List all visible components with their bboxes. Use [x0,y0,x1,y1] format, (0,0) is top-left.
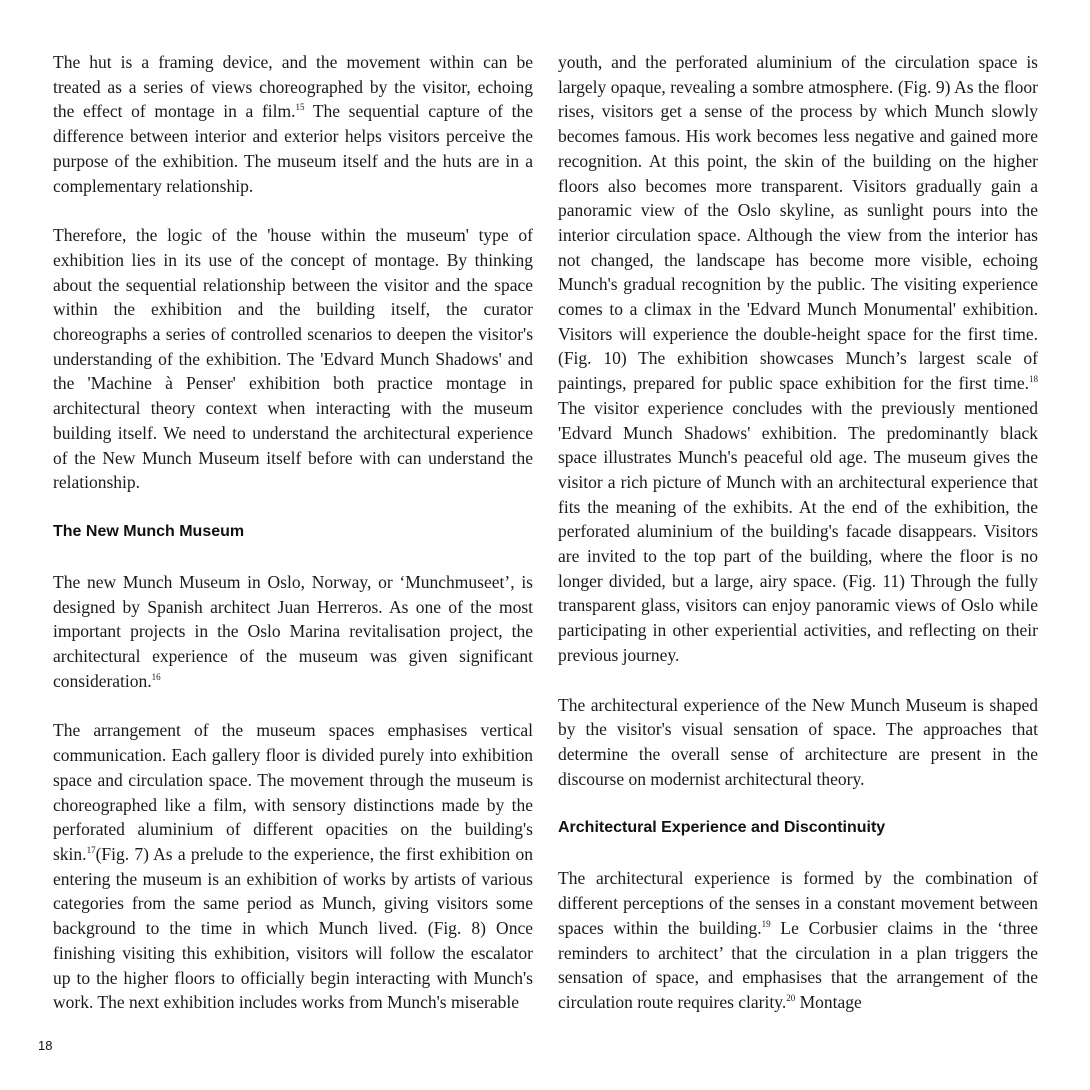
right-column [558,50,1038,1040]
paragraph-text: youth, and the perforated aluminium of the circulation space is largely opaque, revealing a sombre atmosphere. (Fig. 9) As the floor rises, visitors get a sense of the process by which Munch slowly becomes famous. His work becomes less negative and gained more recognition. At this point, the skin of the building on the higher floors also becomes more transparent. Visitors gradually gain a panoramic view of the Oslo skyline, as sunlight pours into the interior circulation space. Although the view from the interior has not changed, the landscape has become more visible, echoing Munch's gradual recognition by the public. The visiting experience comes to a climax in the 'Edvard Munch Monumental' exhibition. Visitors will experience the double-height space for the first time. (Fig. 10) The exhibition showcases Munch’s largest scale of paintings, prepared for public space exhibition for the first time. [558,52,1038,394]
paragraph-text: The architectural experience is formed by the combination of different perceptions of the senses in a constant movement between spaces within the building. [558,868,1038,938]
footnote-ref[interactable]: 17 [86,845,96,856]
footnote-ref[interactable]: 16 [151,671,161,682]
section-heading: The New Munch Museum [53,522,245,540]
paragraph [558,50,1038,668]
paragraph: The architectural experience of the New Munch Museum is shaped by the visitor's visual sensation of space. The approaches that determine the overall sense of architecture are present in the discourse on modernist architectural theory. [558,694,1038,789]
footnote-ref[interactable]: 20 [786,993,796,1004]
paragraph-text: The sequential capture of the difference between interior and exterior helps visitors perceive the purpose of the exhibition. The museum itself and the huts are in a complementary relationship. [53,101,533,196]
paragraph-text: Montage [795,991,862,1012]
paragraph [53,718,533,1014]
footnote-ref[interactable]: 15 [295,102,305,113]
footnote-ref[interactable]: 19 [761,918,771,929]
section-heading: Architectural Experience and Discontinuity [558,819,886,837]
paragraph-text: The hut is a framing device, and the movement within can be treated as a series of views choreographed by the visitor, echoing the effect of montage in a film. [53,52,533,122]
paragraph-text: Le Corbusier claims in the ‘three reminders to architect’ that the circulation in a plan triggers the sensation of space, and emphasises that the arrangement of the circulation route requires clarity. [558,917,1038,1012]
footnote-ref[interactable]: 18 [1029,374,1038,385]
paragraph [53,570,533,694]
paragraph [558,866,1038,1014]
paragraph: Therefore, the logic of the 'house within the museum' type of exhibition lies in its use of the concept of montage. By thinking about the sequential relationship between the visitor and the space within the exhibition and the building itself, the curator choreographs a series of controlled scenarios to deepen the visitor's understanding of the exhibition. The 'Edvard Munch Shadows' and the 'Machine à Penser' exhibition both practice montage in architectural theory context when interacting with the museum building itself. We need to understand the architectural experience of the New Munch Museum itself before with can understand the relationship. [53,225,533,493]
paragraph-text: (Fig. 7) As a prelude to the experience, the first exhibition on entering the museum is an exhibition of works by artists of various categories from the same period as Munch, giving visitors some background to the time in which Munch lived. (Fig. 8) Once finishing visiting this exhibition, visitors will follow the escalator up to the higher floors to officially begin interacting with Munch's work. The next exhibition includes works from Munch's miserable [53,843,533,1013]
paragraph-text: The new Munch Museum in Oslo, Norway, or ‘Munchmuseet’, is designed by Spanish architect Juan Herreros. As one of the most important projects in the Oslo Marina revitalisation project, the architectural experience of the museum was given significant consideration. [53,571,533,691]
paragraph-text: The arrangement of the museum spaces emphasises vertical communication. Each gallery floor is divided purely into exhibition space and circulation space. The movement through the museum is choreographed like a film, with sensory distinctions made by the perforated aluminium of different opacities on the building's skin. [53,720,533,864]
left-column [53,50,533,1040]
paragraph-text: The visitor experience concludes with the previously mentioned 'Edvard Munch Shadows' exhibition. The predominantly black space illustrates Munch's peaceful old age. The museum gives the visitor a rich picture of Munch with an architectural experience that fits the meaning of the exhibits. At the end of the exhibition, the perforated aluminium of the building's facade disappears. Visitors are invited to the top part of the building, where the floor is no longer divided, but a large, airy space. (Fig. 11) Through the fully transparent glass, visitors can enjoy panoramic views of Oslo while participating in other experiential activities, and reflecting on their previous journey. [558,397,1038,665]
page-number: 18 [38,1038,53,1053]
paragraph [53,50,533,198]
